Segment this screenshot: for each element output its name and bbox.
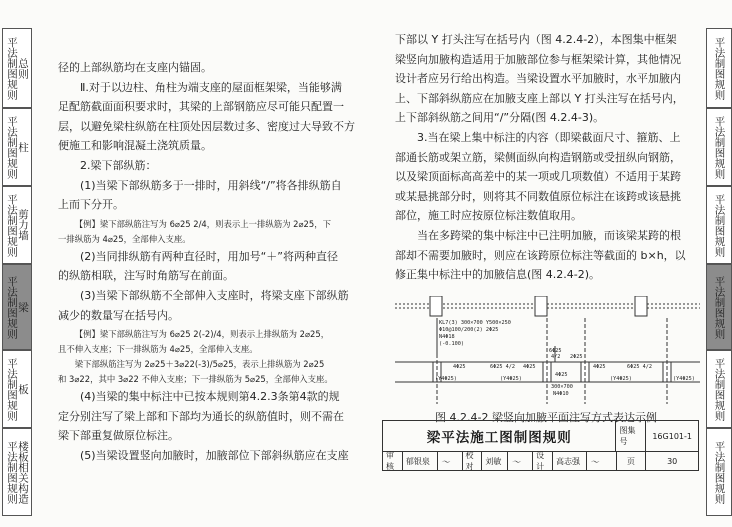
text-line: 下部以 Y 打头注写在括号内（图 4.2.4-2），本图集中框架 (395, 33, 677, 46)
chapter-tab-label: 剪力墙 (17, 209, 29, 241)
text-line: 设计者应另行给出构造。当梁设置水平加腋时，水平加腋内 (395, 72, 681, 86)
chapter-tab[interactable] (2, 186, 32, 264)
rebar-label: N4Φ10 (553, 391, 569, 397)
chapter-tab-label: 楼板相关构造 (17, 440, 29, 504)
example-line: 【例】梁下部纵筋注写为 6⌀25 2/4，则表示上一排纵筋为 2⌀25，下 (74, 218, 331, 229)
rebar-label: 4Φ25 (593, 364, 606, 370)
rebar-label: (Y4Φ25) (673, 376, 695, 382)
chapter-tab[interactable] (706, 428, 732, 516)
example-line: 且不伸入支座；下一排纵筋为 4⌀25，全部伸入支座。 (58, 344, 258, 355)
checker-name: 刘敏 (482, 452, 508, 470)
chapter-tab-label: 梁 (17, 301, 29, 313)
rebar-label: 4/2 (551, 354, 561, 360)
concentrated-label: (-0.100) (439, 341, 464, 347)
rebar-label: 4Φ25 (453, 364, 466, 370)
text-line: 径的上部纵筋均在支座内锚固。 (58, 61, 212, 74)
text-line: 上下部斜纵筋之间用“/”分隔(图 4.2.4-3)。 (395, 111, 605, 125)
atlas-label: 图集号 (616, 421, 646, 451)
text-line: Ⅱ.对于以边柱、角柱为端支座的屋面框架梁，当能够满 (80, 80, 342, 94)
designer-name: 高志强 (553, 452, 587, 470)
chapter-tab-label: 平法制图规则 (713, 275, 726, 339)
rebar-label: 6Φ25 4/2 (627, 364, 652, 370)
concentrated-label: KL7(3) 300×700 Y500×250 (439, 320, 511, 326)
concentrated-label: N4Φ18 (439, 334, 455, 340)
rebar-label: 6Φ25 4/2 (490, 364, 515, 370)
right-text-column (395, 30, 700, 285)
chapter-tab-label: 平法制图规则 (713, 357, 726, 421)
reviewer-signature: 〜 (438, 452, 463, 470)
chapter-tab-label: 平法制图规则 (6, 440, 18, 504)
title-block (382, 420, 699, 495)
chapter-tab-label: 平法制图规则 (6, 357, 18, 421)
chapter-tab-label: 板 (17, 383, 29, 395)
rebar-label: (Y4Φ25) (610, 376, 632, 382)
chapter-tab[interactable] (706, 28, 732, 108)
chapter-tab[interactable] (706, 186, 732, 264)
page-label: 页 (617, 452, 647, 470)
chapter-tab-label: 平法制图规则 (713, 440, 726, 504)
title-row (382, 420, 699, 452)
rebar-label: 2Φ25 (570, 354, 583, 360)
rebar-label: 300×700 (551, 384, 573, 390)
signature-row (382, 451, 699, 471)
text-line: 当在多跨梁的集中标注中已注明加腋，而该梁某跨的根 (417, 228, 681, 242)
text-line: 的纵筋相联，注写时角筋写在前面。 (58, 269, 234, 283)
chapter-tab-label: 平法制图规则 (713, 115, 726, 179)
checker-signature: 〜 (508, 452, 533, 470)
example-line: 【例】梁下部纵筋注写为 6⌀25 2(-2)/4，则表示上排纵筋为 2⌀25， (74, 329, 330, 340)
concentrated-label: Φ10@100/200(2) 2Φ25 (439, 327, 499, 333)
rebar-label: 4Φ25 (523, 364, 536, 370)
text-line: (5)当梁设置竖向加腋时，加腋部位下部斜纵筋应在支座 (80, 448, 349, 462)
text-line: 层，以避免梁柱纵筋在柱顶处因层数过多、密度过大导致不方 (58, 119, 355, 133)
chapter-tab[interactable] (2, 350, 32, 428)
text-line: 部位，施工时应按原位标注数值取用。 (395, 209, 582, 223)
text-line: 以及梁顶面标高高差中的某一项或几项数值）不适用于某跨 (395, 170, 681, 184)
rebar-label: 4Φ25 (555, 372, 568, 378)
text-line: (1)当梁下部纵筋多于一排时，用斜线“/”将各排纵筋自 (80, 178, 342, 192)
chapter-tab[interactable] (2, 428, 32, 516)
beam-haunch-diagram (395, 296, 700, 404)
drawing-title: 梁平法施工图制图规则 (383, 421, 616, 451)
designer-signature: 〜 (587, 452, 617, 470)
chapter-tab[interactable] (2, 28, 32, 108)
text-line: 2.梁下部纵筋： (80, 158, 157, 172)
text-line: 便施工和影响混凝土浇筑质量。 (58, 139, 212, 153)
rebar-label: 6Φ25 (549, 348, 562, 354)
rebar-label: (Y4Φ25) (435, 376, 457, 382)
chapter-tab-label: 总则 (17, 57, 29, 79)
atlas-number: 16G101-1 (652, 431, 692, 441)
check-label: 校对 (463, 452, 483, 470)
review-label: 审核 (383, 452, 403, 470)
text-line: 减少的数量写在括号内。 (58, 308, 179, 322)
text-line: 上而下分开。 (58, 198, 124, 212)
left-text-column (58, 58, 358, 466)
text-line: 定分别注写了梁上部和下部均为通长的纵筋值时，则不需在 (58, 409, 344, 423)
chapter-tab-label: 平法制图规则 (713, 36, 726, 100)
text-line: 或某悬挑部分时，则将其不同数值原位标注在该跨或该悬挑 (395, 189, 681, 203)
text-line: 上、下部斜纵筋应在加腋支座上部以 Y 打头注写在括号内， (395, 91, 684, 105)
chapter-tab[interactable] (706, 264, 732, 350)
design-label: 设计 (533, 452, 553, 470)
chapter-tab-label: 平法制图规则 (6, 36, 18, 100)
rebar-label: (Y4Φ25) (500, 376, 522, 382)
chapter-tab-label: 平法制图规则 (6, 193, 18, 257)
text-line: (4)当梁的集中标注中已按本规则第4.2.3条第4款的规 (80, 390, 340, 404)
figure-caption: 图 4.2.4-2 梁竖向加腋平面注写方式表达示例 (435, 411, 657, 424)
text-line: 部却不需要加腋时，则应在该跨原位标注等截面的 b×h，以 (395, 248, 686, 262)
text-line: 修正集中标注中的加腋信息(图 4.2.4-2)。 (395, 268, 601, 282)
text-line: 部通长筋或架立筋，梁侧面纵向构造钢筋或受扭纵向钢筋， (395, 150, 681, 164)
text-line: 梁竖向加腋构造适用于加腋部位参与框架梁计算，其他情况 (395, 52, 681, 66)
text-line: (2)当同排纵筋有两种直径时，用加号“＋”将两种直径 (80, 249, 338, 263)
chapter-tab[interactable] (706, 108, 732, 186)
chapter-tab[interactable] (706, 350, 732, 428)
chapter-tab-label: 平法制图规则 (713, 193, 726, 257)
text-line: (3)当梁下部纵筋不全部伸入支座时，将梁支座下部纵筋 (80, 288, 349, 302)
chapter-tab-label: 平法制图规则 (6, 275, 18, 339)
text-line: 梁下部重复做原位标注。 (58, 429, 179, 443)
chapter-tab[interactable] (2, 108, 32, 186)
chapter-tab-label: 平法制图规则 (6, 115, 18, 179)
text-line: 3.当在梁上集中标注的内容（即梁截面尺寸、箍筋、上 (417, 130, 681, 144)
page-number: 30 (667, 456, 678, 466)
chapter-tab[interactable] (2, 264, 32, 350)
text-line: 足配筋截面面积要求时，其梁的上部钢筋应尽可能只配置一 (58, 100, 344, 114)
chapter-tab-label: 柱 (17, 141, 29, 153)
example-line: 和 3⌀22，其中 3⌀22 不伸入支座；下一排纵筋为 5⌀25，全部伸入支座。 (58, 374, 333, 385)
reviewer-name: 郁银泉 (403, 452, 438, 470)
example-line: 梁下部纵筋注写为 2⌀25＋3⌀22(-3)/5⌀25，表示上排纵筋为 2⌀25 (74, 359, 325, 370)
example-line: 一排纵筋为 4⌀25，全部伸入支座。 (58, 233, 191, 244)
